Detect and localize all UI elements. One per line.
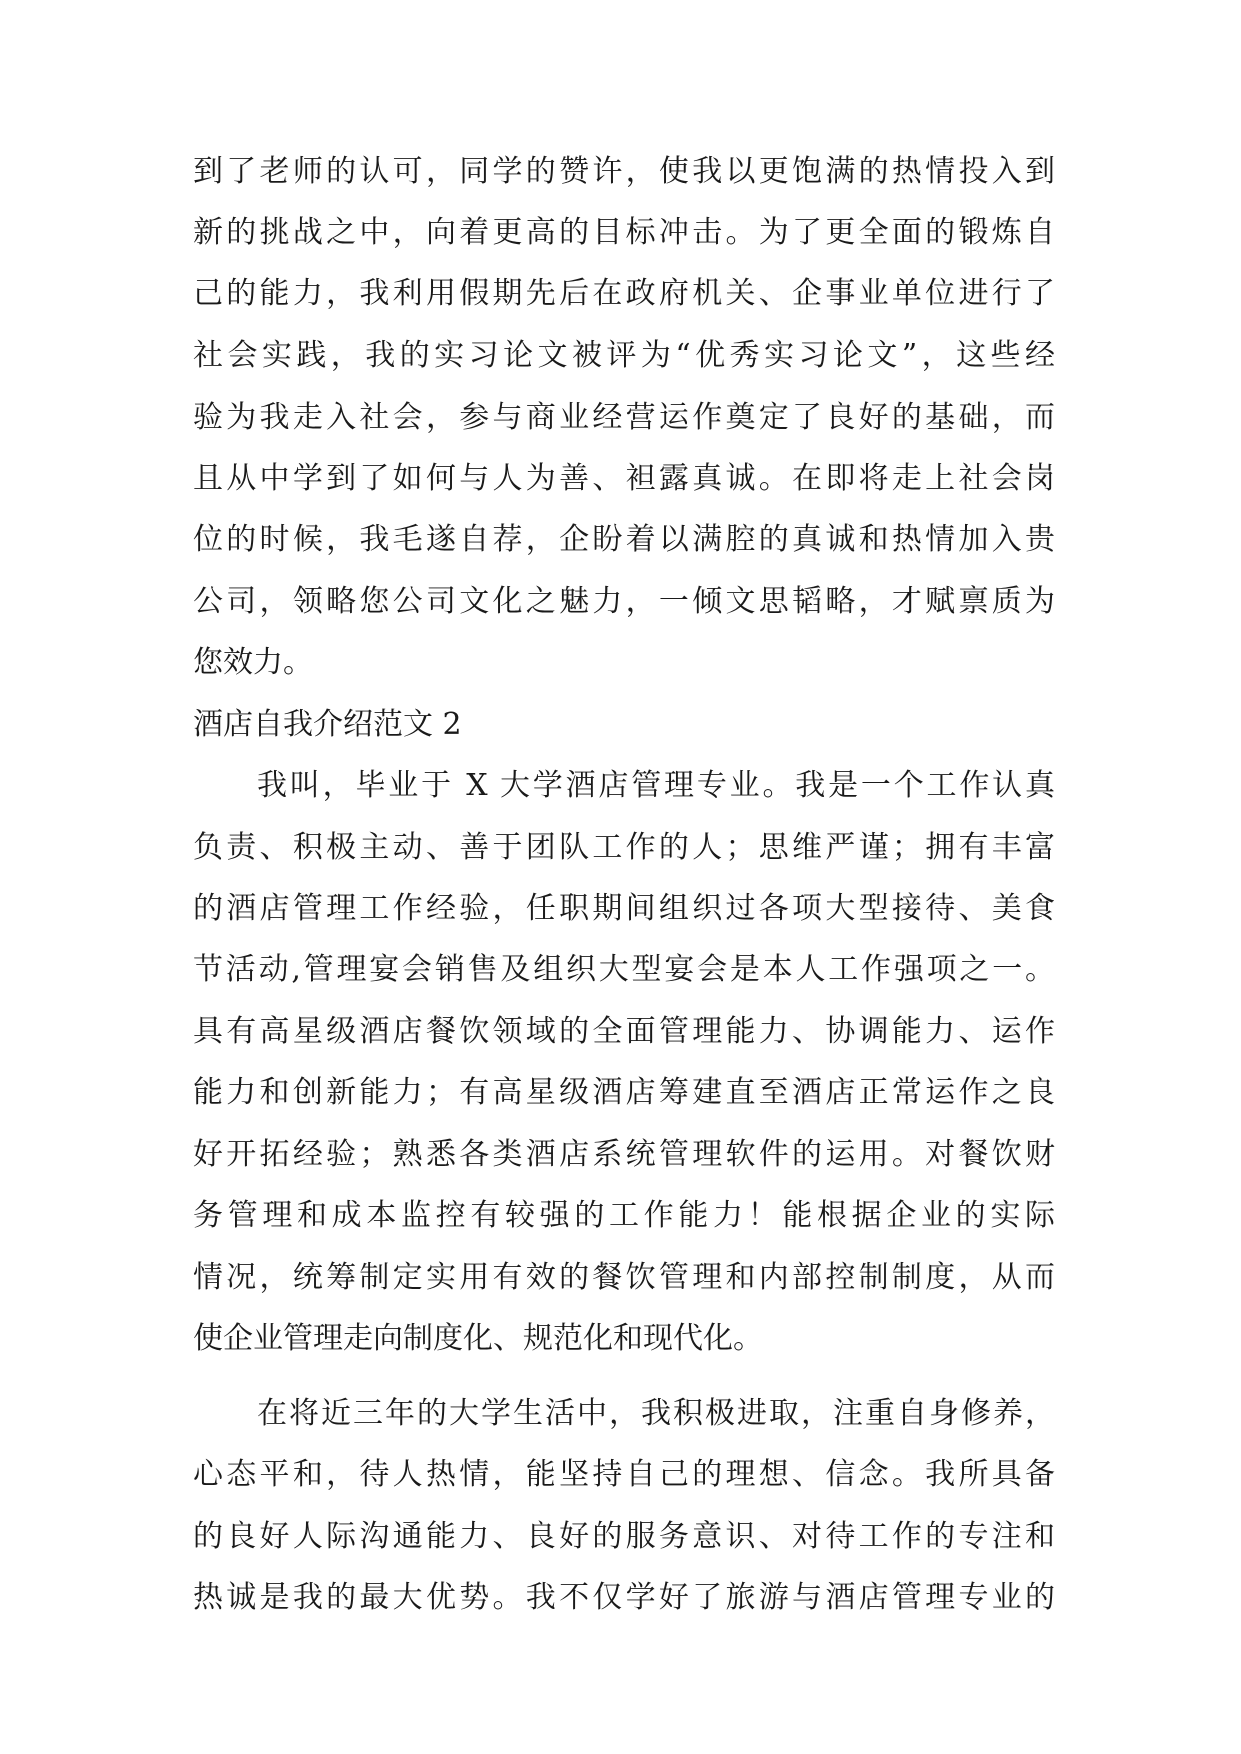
paragraph-1-line-7: 位的时候，我毛遂自荐，企盼着以满腔的真诚和热情加入贵: [193, 522, 1055, 557]
paragraph-2-line-10: 使企业管理走向制度化、规范化和现代化。: [193, 1321, 763, 1356]
paragraph-3-line-3: 的良好人际沟通能力、良好的服务意识、对待工作的专注和: [193, 1519, 1055, 1554]
paragraph-1-line-3: 己的能力，我利用假期先后在政府机关、企事业单位进行了: [193, 276, 1055, 311]
paragraph-3-line-1: 在将近三年的大学生活中，我积极进取，注重自身修养，: [257, 1396, 1055, 1431]
paragraph-1-line-8: 公司，领略您公司文化之魅力，一倾文思韬略，才赋禀质为: [193, 584, 1055, 619]
paragraph-2-line-9: 情况，统筹制定实用有效的餐饮管理和内部控制制度，从而: [193, 1260, 1055, 1295]
paragraph-1-line-5: 验为我走入社会，参与商业经营运作奠定了良好的基础，而: [193, 400, 1055, 435]
paragraph-2-line-2: 负责、积极主动、善于团队工作的人；思维严谨；拥有丰富: [193, 830, 1055, 865]
paragraph-3-line-4: 热诚是我的最大优势。我不仅学好了旅游与酒店管理专业的: [193, 1580, 1055, 1615]
paragraph-2-line-8: 务管理和成本监控有较强的工作能力！能根据企业的实际: [193, 1198, 1055, 1233]
paragraph-1-line-2: 新的挑战之中，向着更高的目标冲击。为了更全面的锻炼自: [193, 215, 1055, 250]
paragraph-2-line-7: 好开拓经验；熟悉各类酒店系统管理软件的运用。对餐饮财: [193, 1137, 1055, 1172]
paragraph-1-line-4: 社会实践，我的实习论文被评为“优秀实习论文”，这些经: [193, 338, 1055, 373]
paragraph-2-line-6: 能力和创新能力；有高星级酒店筹建直至酒店正常运作之良: [193, 1075, 1055, 1110]
paragraph-2-line-4: 节活动,管理宴会销售及组织大型宴会是本人工作强项之一。: [193, 952, 1055, 987]
paragraph-3-line-2: 心态平和，待人热情，能坚持自己的理想、信念。我所具备: [193, 1457, 1055, 1492]
paragraph-2-line-3: 的酒店管理工作经验，任职期间组织过各项大型接待、美食: [193, 891, 1055, 926]
paragraph-1-line-1: 到了老师的认可，同学的赞许，使我以更饱满的热情投入到: [193, 154, 1055, 189]
paragraph-1-line-9: 您效力。: [193, 645, 313, 680]
paragraph-2-line-5: 具有高星级酒店餐饮领域的全面管理能力、协调能力、运作: [193, 1014, 1055, 1049]
paragraph-2-line-1: 我叫，毕业于 X 大学酒店管理专业。我是一个工作认真: [257, 768, 1055, 803]
section-heading: 酒店自我介绍范文 2: [193, 707, 462, 742]
paragraph-1-line-6: 且从中学到了如何与人为善、袒露真诚。在即将走上社会岗: [193, 461, 1055, 496]
